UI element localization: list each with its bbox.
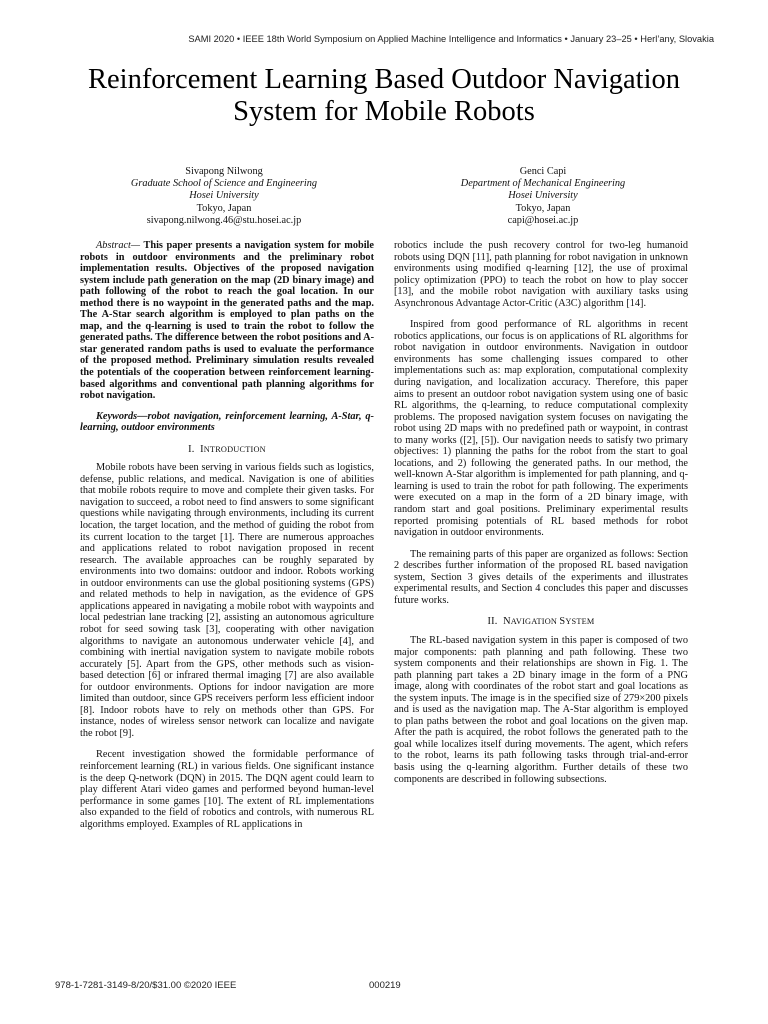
title-line-1: Reinforcement Learning Based Outdoor Navigation — [88, 64, 680, 95]
author-name: Sivapong Nilwong — [185, 166, 263, 177]
paper-title — [40, 64, 728, 128]
abstract-text: This paper presents a navigation system for mobile robots in outdoor environments and the preliminary robot implementation results. Objectives of the proposed navigation system include path generation on the map (2D binary image) and path following of the robot to reach the goal location. In our method there is no waypoint in the generated paths and the map. The A-Star search algorithm is employed to plan paths on the map, and the q-learning is used to train the robot to follow the generated paths. The difference between the robot positions and A-star generated random paths is used to evaluate the performance of the proposed method. Preliminary simulation results revealed the potentials of the cooperation between reinforcement learning-based algorithms and conventional path planning algorithms for robot navigation. — [80, 240, 374, 402]
author-affiliation: Graduate School of Science and Engineering — [130, 178, 318, 190]
author-city: Tokyo, Japan — [515, 202, 571, 214]
author-block-2 — [398, 166, 688, 227]
author-institution: Hosei University — [508, 190, 578, 202]
right-column — [394, 240, 688, 785]
left-column — [80, 240, 374, 830]
author-institution: Hosei University — [189, 190, 259, 202]
nav-paragraph-1: The RL-based navigation system in this paper is composed of two major components: path planning and path following. These two system components and their relationships are shown in Fig. 1. The path planning part takes a 2D binary image in the form of a PNG image, along with coordinates of the robot start and goal locations as the system inputs. The image is in the specified size of 279×200 pixels and is used as the navigation map. The A-Star algorithm is employed to plan paths between the robot and goal locations on the given map. After the path is acquired, the robot follows the generated path to the goal while localizes itself during movements. The agent, which refers to the robot, learns its path following tasks through trial-and-error basis using the q-learning algorithm. Further details of these two components are described in following subsections. — [394, 634, 688, 785]
author-email: capi@hosei.ac.jp — [507, 214, 579, 226]
abstract — [80, 240, 374, 402]
right-paragraph-2: Inspired from good performance of RL algorithms in recent robotics applications, our focus is on applications of RL algorithms for robot navigation in outdoor environments. Navigation in outdoor environments has some challenging issues compared to other implementations such as: map exploration, computational complexity during navigation, and localization accuracy. Therefore, this paper aims to present an outdoor robot navigation system using one of basic RL algorithms, the q-learning, to reduce computational complexity problems. The proposed navigation system focuses on navigating the robot using 2D maps with no predefined path or waypoint, in contrast to many works ([2], [5]). Our navigation needs to satisfy two primary objectives: 1) planning the paths for the robot from the start to goal locations, and 2) following the generated paths. In our method, the well-known A-Star algorithm is implemented for path planning, and q-learning is used to train the robot for path following. The experiments were executed on a map in the form of a 2D binary image, with random start and goal positions. Preliminary experimental results reported promising potentials of RL based methods for robot navigation in outdoor environments. — [394, 319, 688, 539]
author-block-1 — [79, 166, 369, 227]
page-number: 000219 — [369, 980, 401, 991]
footer-copyright: 978-1-7281-3149-8/20/$31.00 ©2020 IEEE — [55, 980, 237, 991]
author-affiliation: Department of Mechanical Engineering — [460, 178, 626, 190]
author-city: Tokyo, Japan — [196, 202, 252, 214]
right-paragraph-3: The remaining parts of this paper are organized as follows: Section 2 describes further information of the proposed RL based navigation system, Section 3 gives details of the experiments and illustrates experimental results, and Section 4 concludes this paper and discusses future works. — [394, 548, 688, 606]
intro-paragraph-2: Recent investigation showed the formidable performance of reinforcement learning (RL) in various fields. One significant instance is the deep Q-network (DQN) in 2015. The DQN agent could learn to play different Atari video games and performed beyond human-level performance in some games [10]. The extent of RL implementations also expanded to the field of robotics and controls, with numerous RL algorithms employed. Examples of RL applications in — [80, 749, 374, 830]
author-name: Genci Capi — [519, 166, 567, 177]
keywords: Keywords—robot navigation, reinforcement learning, A-Star, q-learning, outdoor environments — [80, 410, 374, 434]
author-email: sivapong.nilwong.46@stu.hosei.ac.jp — [146, 214, 302, 226]
conference-header: SAMI 2020 • IEEE 18th World Symposium on Applied Machine Intelligence and Informatics • January 23–25 • Herl’any, Slovakia — [188, 34, 714, 44]
section-heading-introduction: I. INTRODUCTION — [188, 443, 266, 455]
title-line-2: System for Mobile Robots — [233, 96, 535, 127]
intro-paragraph-1: Mobile robots have been serving in various fields such as logistics, defense, public relations, and medical. Navigation is one of abilities that mobile robots require to move and complete their given tasks. For navigation to succeed, a robot need to find answers to some significant questions while navigating through environments, including its current location, the target location, and the method of guiding the robot from its current location to the target [1]. There are numerous approaches and applications related to robot navigation proposed in recent research. The available approaches can be roughly separated by environments into two domains: outdoor and indoor. Robots working in outdoor environments can use the global positioning systems (GPS) and related methods to help in navigation, as the evidence of GPS applications appeared in navigating a mobile robot with waypoints and local pedestrian lane tracking [2], assisting an autonomous agriculture robot for seed sowing task [3], cooperating with other navigation algorithms to navigate an autonomous underwater vehicle [4], and combining with inertial navigation system to navigate mobile robots accurately [5]. Apart from the GPS, other methods such as vision-based detection [6] or infrared thermal imaging [7] are also available for outdoor environments. Options for indoor navigation are more limited than outdoor, since GPS receivers perform less efficient indoor [8]. Indoor robots have to rely on methods other than GPS. For instance, nodes of wireless sensor network can localize and navigate the robot [9]. — [80, 462, 374, 739]
abstract-label: Abstract— — [96, 240, 141, 251]
section-heading-navigation-system: II. NAVIGATION SYSTEM — [487, 616, 595, 628]
right-paragraph-1: robotics include the push recovery control for two-leg humanoid robots using DQN [11], path planning for robot navigation in unknown environments using modified q-learning [12], the use of proximal policy optimization (PPO) to teach the robot on how to play soccer [13], and the mobile robot navigation with auxiliary tasks using Asynchronous Advantage Actor-Critic (A3C) algorithm [14]. — [394, 240, 688, 309]
